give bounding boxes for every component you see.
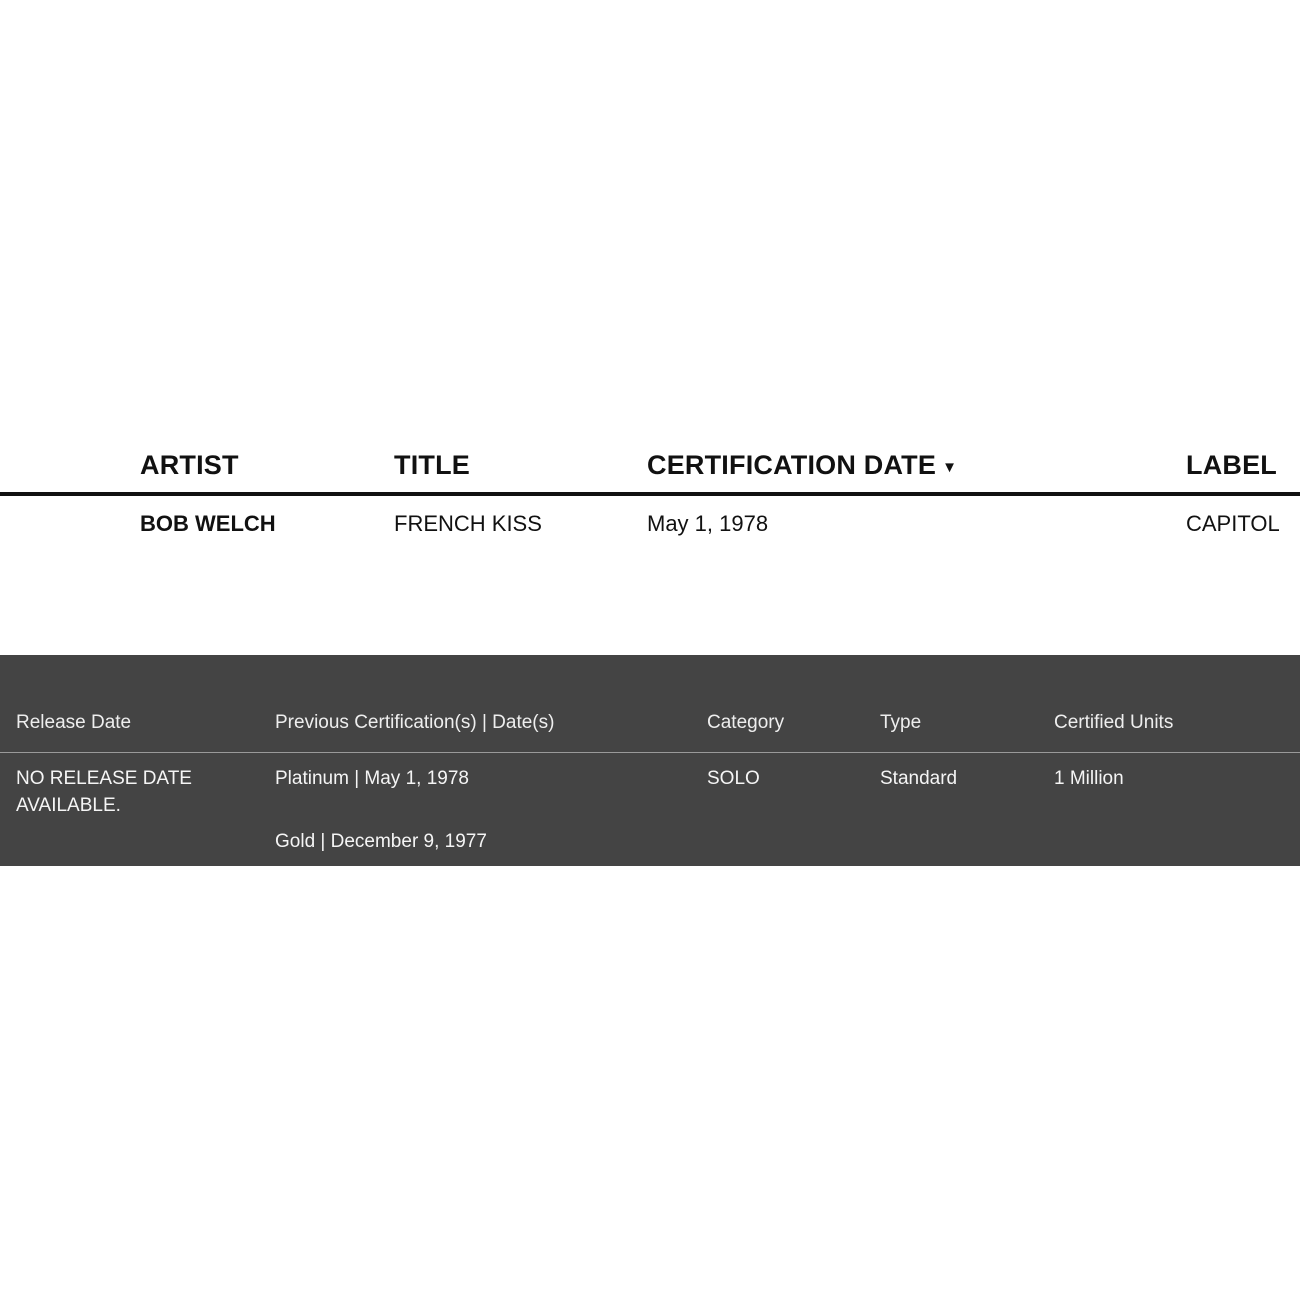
previous-certification-platinum: Platinum | May 1, 1978 — [275, 768, 469, 789]
details-certified-units: 1 Million — [1054, 768, 1124, 789]
row-label: CAPITOL — [1186, 511, 1280, 536]
details-previous-certifications — [275, 765, 487, 855]
certification-details-panel — [0, 655, 1300, 866]
table-row[interactable] — [0, 496, 1300, 556]
details-category: SOLO — [707, 768, 760, 789]
details-header-certified-units: Certified Units — [1054, 712, 1174, 733]
sort-descending-icon[interactable]: ▼ — [942, 459, 958, 476]
row-artist: BOB WELCH — [140, 511, 276, 536]
column-header-label[interactable]: LABEL — [1186, 450, 1277, 480]
previous-certification-gold: Gold | December 9, 1977 — [275, 831, 487, 852]
results-table-header — [0, 440, 1300, 496]
column-header-artist[interactable]: ARTIST — [140, 450, 239, 480]
column-header-title[interactable]: TITLE — [394, 450, 470, 480]
details-header — [0, 655, 1300, 753]
row-title: FRENCH KISS — [394, 511, 542, 536]
details-header-release-date: Release Date — [16, 712, 132, 733]
row-certification-date: May 1, 1978 — [647, 511, 769, 536]
details-type: Standard — [880, 768, 958, 789]
details-release-date: NO RELEASE DATE AVAILABLE. — [16, 768, 192, 816]
details-header-category: Category — [707, 712, 785, 733]
column-header-certification-date[interactable]: CERTIFICATION DATE ▼ — [647, 450, 958, 480]
details-header-previous-certifications: Previous Certification(s) | Date(s) — [275, 712, 555, 733]
details-header-type: Type — [880, 712, 922, 733]
